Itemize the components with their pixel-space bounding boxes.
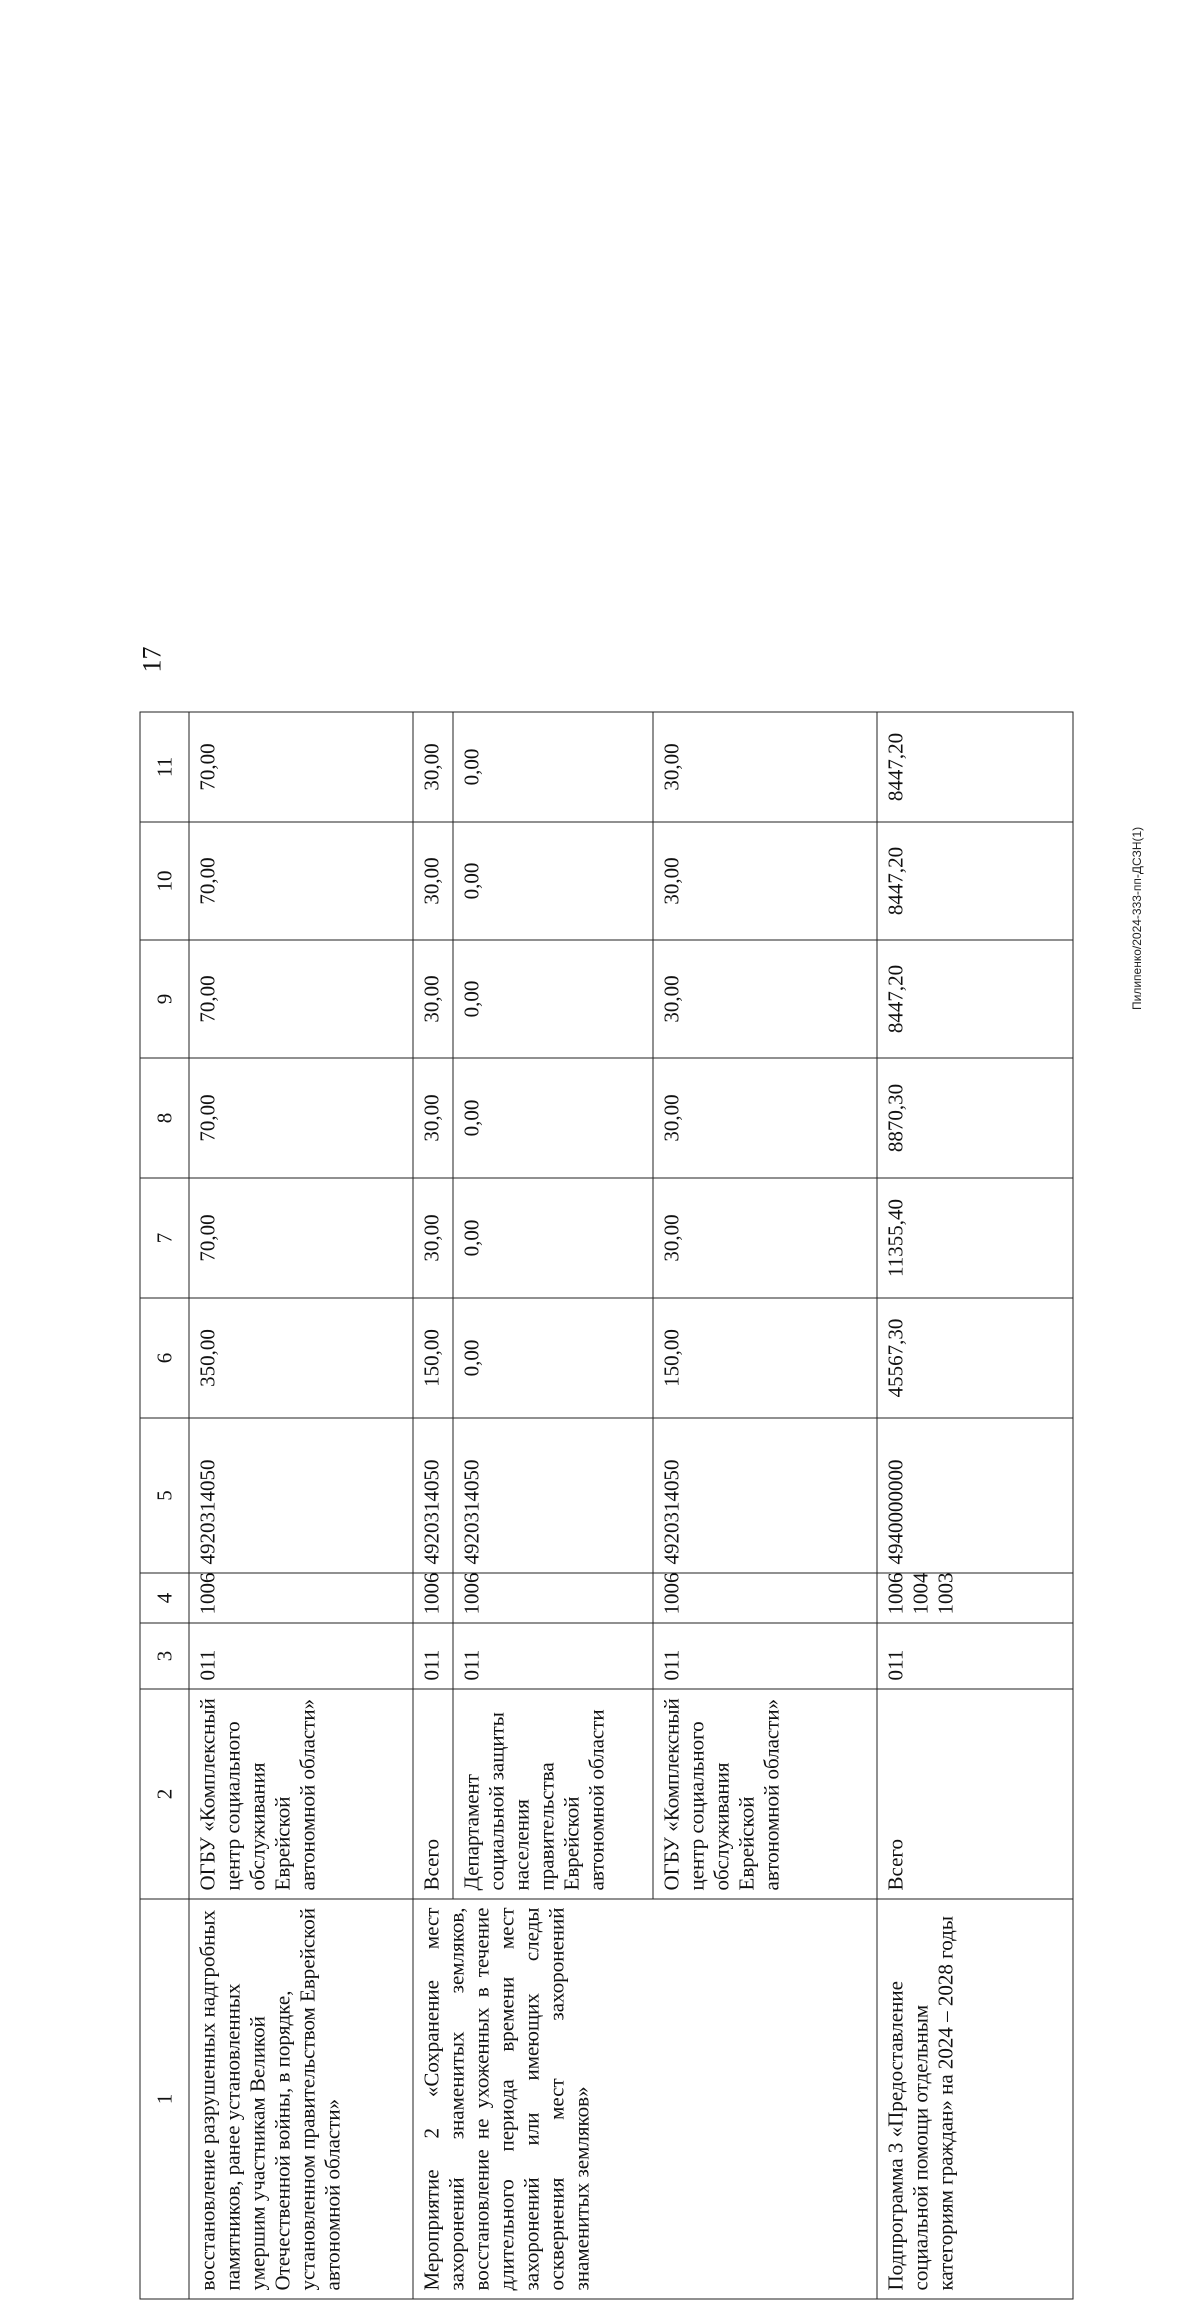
executor: Всего — [413, 1689, 453, 1899]
amount-year: 8447,20 — [877, 822, 1073, 940]
column-header: 11 — [140, 712, 189, 822]
amount-year: 0,00 — [453, 712, 653, 822]
measure-description: восстановление разрушенных надгробных памятников, ранее установленных умершим участникам Великой Отечественной войны, в порядке, установленном правительством Еврейской автономной области» — [189, 1899, 413, 2299]
amount-year: 11355,40 — [877, 1178, 1073, 1298]
amount-year: 30,00 — [413, 1058, 453, 1178]
rzpr-code: 1006 — [413, 1573, 453, 1623]
column-header: 4 — [140, 1573, 189, 1623]
rzpr-code: 1006 — [453, 1573, 653, 1623]
table-row — [413, 712, 453, 2299]
amount-total: 45567,30 — [877, 1298, 1073, 1418]
gbs-code: 011 — [653, 1623, 877, 1689]
rzpr-codes — [877, 1573, 1073, 1623]
amount-year: 30,00 — [653, 1178, 877, 1298]
amount-year: 70,00 — [189, 1178, 413, 1298]
amount-year: 30,00 — [653, 1058, 877, 1178]
executor: ОГБУ «Комплексный центр социального обслуживания Еврейской автономной области» — [189, 1689, 413, 1899]
column-header: 6 — [140, 1298, 189, 1418]
amount-total: 350,00 — [189, 1298, 413, 1418]
page-number: 17 — [137, 646, 167, 673]
amount-year: 8447,20 — [877, 940, 1073, 1058]
amount-year: 30,00 — [653, 822, 877, 940]
amount-year: 70,00 — [189, 712, 413, 822]
rzpr-code: 1003 — [933, 1572, 958, 1615]
column-header: 9 — [140, 940, 189, 1058]
column-header: 2 — [140, 1689, 189, 1899]
gbs-code: 011 — [189, 1623, 413, 1689]
amount-total: 150,00 — [413, 1298, 453, 1418]
amount-year: 0,00 — [453, 1058, 653, 1178]
table-row — [877, 712, 1073, 2299]
csr-code: 4920314050 — [189, 1418, 413, 1573]
rzpr-code: 1006 — [189, 1573, 413, 1623]
csr-code: 4920314050 — [453, 1418, 653, 1573]
column-header: 5 — [140, 1418, 189, 1573]
budget-table — [140, 712, 1074, 2300]
column-header: 8 — [140, 1058, 189, 1178]
csr-code: 4940000000 — [877, 1418, 1073, 1573]
amount-year: 0,00 — [453, 822, 653, 940]
measure-description: Подпрограмма 3 «Предоставление социальной помощи отдельным категориям граждан» на 2024 – 2028 годы — [877, 1899, 1073, 2299]
column-header: 10 — [140, 822, 189, 940]
rzpr-code: 1006 — [653, 1573, 877, 1623]
executor: ОГБУ «Комплексный центр социального обслуживания Еврейской автономной области» — [653, 1689, 877, 1899]
amount-total: 0,00 — [453, 1298, 653, 1418]
amount-total: 150,00 — [653, 1298, 877, 1418]
executor: Всего — [877, 1689, 1073, 1899]
amount-year: 30,00 — [413, 1178, 453, 1298]
gbs-code: 011 — [877, 1623, 1073, 1689]
table-row — [189, 712, 413, 2299]
rotated-page — [137, 646, 1010, 2300]
column-header: 1 — [140, 1899, 189, 2299]
csr-code: 4920314050 — [653, 1418, 877, 1573]
amount-year: 30,00 — [653, 940, 877, 1058]
amount-year: 30,00 — [653, 712, 877, 822]
rzpr-code: 1006 — [883, 1572, 908, 1615]
amount-year: 30,00 — [413, 712, 453, 822]
footer-code: Пилипенко/2024-333-пп-ДСЗН(1) — [1130, 826, 1144, 1010]
gbs-code: 011 — [453, 1623, 653, 1689]
amount-year: 0,00 — [453, 940, 653, 1058]
amount-year: 8447,20 — [877, 712, 1073, 822]
amount-year: 30,00 — [413, 940, 453, 1058]
amount-year: 0,00 — [453, 1178, 653, 1298]
amount-year: 8870,30 — [877, 1058, 1073, 1178]
column-header: 3 — [140, 1623, 189, 1689]
column-header: 7 — [140, 1178, 189, 1298]
amount-year: 70,00 — [189, 940, 413, 1058]
amount-year: 70,00 — [189, 1058, 413, 1178]
gbs-code: 011 — [413, 1623, 453, 1689]
csr-code: 4920314050 — [413, 1418, 453, 1573]
header-row — [140, 712, 189, 2299]
amount-year: 30,00 — [413, 822, 453, 940]
measure-description: Мероприятие 2 «Сохранение мест захоронений знаменитых земляков, восстановление не ухоженных в течение длительного периода времени мест захоронений или имеющих следы осквернения мест захоронений знаменитых земляков» — [413, 1899, 877, 2299]
rzpr-code: 1004 — [908, 1572, 933, 1615]
amount-year: 70,00 — [189, 822, 413, 940]
executor: Департамент социальной защиты населения правительства Еврейской автономной области — [453, 1689, 653, 1899]
